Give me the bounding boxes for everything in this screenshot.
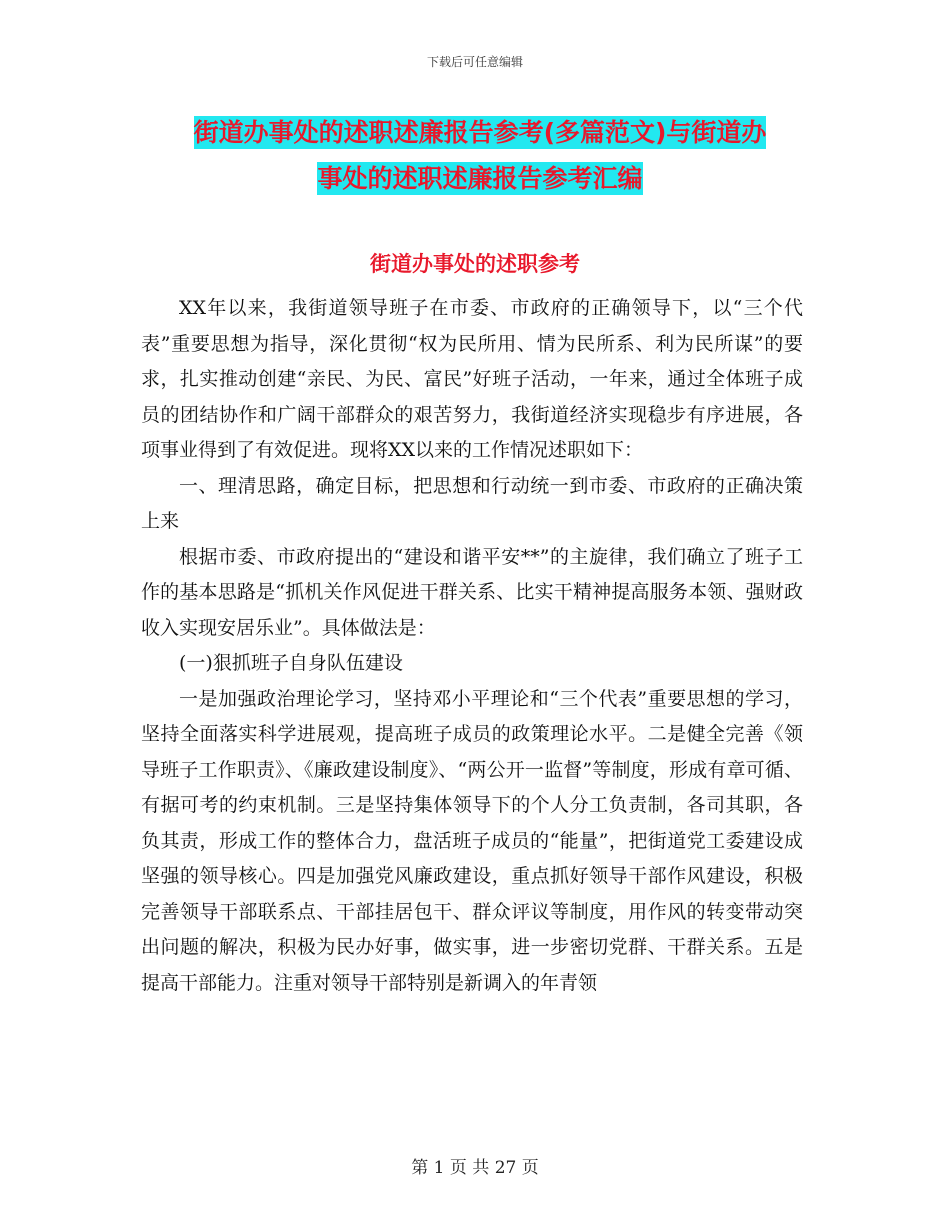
section-heading: 街道办事处的述职参考 — [370, 252, 580, 276]
paragraph: 一、理清思路，确定目标，把思想和行动统一到市委、市政府的正确决策上来 — [141, 474, 803, 532]
paragraph: 一是加强政治理论学习，坚持邓小平理论和“三个代表”重要思想的学习，坚持全面落实科学进展观，提高班子成员的政策理论水平。二是健全完善《领导班子工作职责》、《廉政建设制度》、“两公开一监督”等制度，形成有章可循、有据可考的约束机制。三是坚持集体领导下的个人分工负责制，各司其职，各负其责，形成工作的整体合力，盘活班子成员的“能量”，把街道党工委建设成坚强的领导核心。四是加强党风廉政建设，重点抓好领导干部作风建设，积极完善领导干部联系点、干部挂居包干、群众评议等制度，用作风的转变带动突出问题的解决，积极为民办好事，做实事，进一步密切党群、干群关系。五是提高干部能力。注重对领导干部特别是新调入的年青领 — [141, 687, 803, 994]
page-header-note: 下载后可任意编辑 — [426, 55, 523, 69]
document-title-line-1: 街道办事处的述职述廉报告参考(多篇范文)与街道办 — [193, 118, 767, 147]
paragraph: XX年以来，我街道领导班子在市委、市政府的正确领导下，以“三个代表”重要思想为指导，深化贯彻“权为民所用、情为民所系、利为民所谋”的要求，扎实推动创建“亲民、为民、富民”好班子活动，一年来，通过全体班子成员的团结协作和广阔干部群众的艰苦努力，我街道经济实现稳步有序进展，各项事业得到了有效促进。现将XX以来的工作情况述职如下： — [141, 297, 803, 461]
document-body — [141, 291, 803, 1001]
paragraph: (一)狠抓班子自身队伍建设 — [179, 652, 403, 674]
document-title-line-2: 事处的述职述廉报告参考汇编 — [317, 164, 643, 193]
paragraph: 根据市委、市政府提出的“建设和谐平安**”的主旋律，我们确立了班子工作的基本思路是“抓机关作风促进干群关系、比实干精神提高服务本领、强财政收入实现安居乐业”。具体做法是： — [141, 545, 803, 639]
document-title — [150, 110, 810, 202]
page-number: 第 1 页 共 27 页 — [411, 1158, 539, 1178]
